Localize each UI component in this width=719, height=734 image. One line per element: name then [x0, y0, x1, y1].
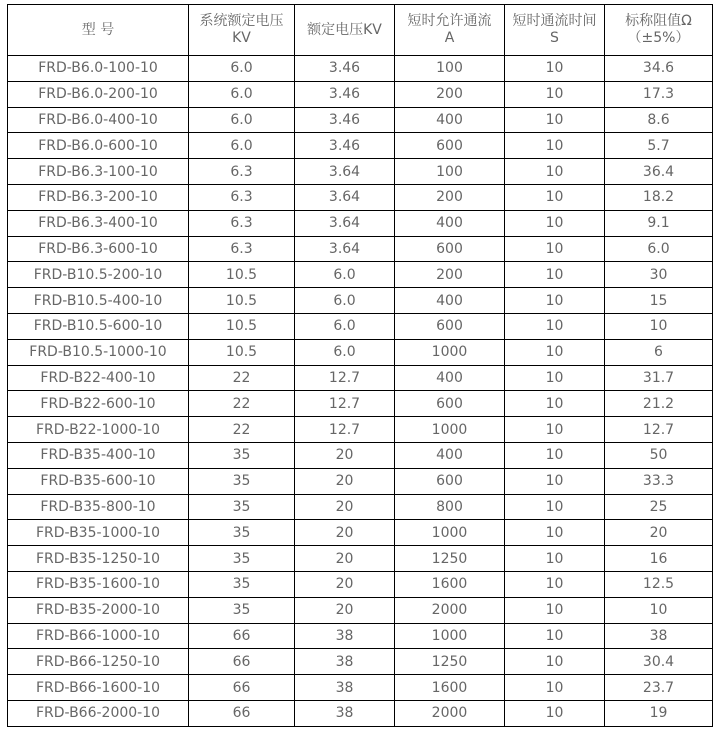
cell-resistance: 38 — [605, 623, 713, 649]
header-nominal-resistance — [605, 5, 713, 56]
cell-resistance: 17.3 — [605, 81, 713, 107]
cell-current: 400 — [395, 107, 505, 133]
cell-duration: 10 — [505, 184, 605, 210]
cell-model: FRD-B6.0-400-10 — [8, 107, 189, 133]
cell-system-voltage: 6.3 — [189, 236, 295, 262]
cell-model: FRD-B66-1250-10 — [8, 649, 189, 675]
cell-current: 1000 — [395, 623, 505, 649]
cell-current: 600 — [395, 133, 505, 159]
cell-resistance: 34.6 — [605, 56, 713, 82]
cell-duration: 10 — [505, 623, 605, 649]
cell-current: 100 — [395, 56, 505, 82]
cell-resistance: 30 — [605, 262, 713, 288]
cell-current: 1000 — [395, 339, 505, 365]
table-row — [8, 81, 713, 107]
cell-system-voltage: 10.5 — [189, 288, 295, 314]
cell-current: 1600 — [395, 675, 505, 701]
cell-current: 400 — [395, 288, 505, 314]
header-model-label: 型 号 — [81, 21, 115, 38]
table-row — [8, 700, 713, 726]
header-row — [8, 5, 713, 56]
table-row — [8, 365, 713, 391]
cell-model: FRD-B10.5-200-10 — [8, 262, 189, 288]
cell-model: FRD-B6.0-100-10 — [8, 56, 189, 82]
cell-rated-voltage: 3.46 — [295, 81, 395, 107]
cell-system-voltage: 6.0 — [189, 56, 295, 82]
cell-system-voltage: 35 — [189, 442, 295, 468]
header-short-time-current-label: 短时允许通流 — [407, 13, 492, 29]
cell-model: FRD-B35-2000-10 — [8, 597, 189, 623]
cell-current: 600 — [395, 236, 505, 262]
table-row — [8, 262, 713, 288]
cell-model: FRD-B6.0-200-10 — [8, 81, 189, 107]
cell-resistance: 6.0 — [605, 236, 713, 262]
cell-model: FRD-B6.3-600-10 — [8, 236, 189, 262]
cell-resistance: 5.7 — [605, 133, 713, 159]
cell-rated-voltage: 3.64 — [295, 159, 395, 185]
cell-system-voltage: 66 — [189, 649, 295, 675]
table-row — [8, 546, 713, 572]
cell-current: 100 — [395, 159, 505, 185]
table-row — [8, 391, 713, 417]
cell-model: FRD-B22-600-10 — [8, 391, 189, 417]
cell-rated-voltage: 6.0 — [295, 262, 395, 288]
cell-system-voltage: 35 — [189, 597, 295, 623]
cell-resistance: 8.6 — [605, 107, 713, 133]
cell-resistance: 6 — [605, 339, 713, 365]
table-row — [8, 494, 713, 520]
cell-model: FRD-B66-2000-10 — [8, 700, 189, 726]
cell-rated-voltage: 3.46 — [295, 133, 395, 159]
table-row — [8, 159, 713, 185]
cell-resistance: 21.2 — [605, 391, 713, 417]
cell-rated-voltage: 38 — [295, 623, 395, 649]
cell-model: FRD-B35-800-10 — [8, 494, 189, 520]
cell-system-voltage: 10.5 — [189, 339, 295, 365]
cell-rated-voltage: 3.64 — [295, 210, 395, 236]
cell-current: 800 — [395, 494, 505, 520]
cell-duration: 10 — [505, 700, 605, 726]
cell-model: FRD-B35-1250-10 — [8, 546, 189, 572]
cell-resistance: 9.1 — [605, 210, 713, 236]
cell-rated-voltage: 38 — [295, 675, 395, 701]
cell-duration: 10 — [505, 417, 605, 443]
cell-current: 600 — [395, 391, 505, 417]
cell-resistance: 30.4 — [605, 649, 713, 675]
cell-rated-voltage: 3.46 — [295, 107, 395, 133]
cell-system-voltage: 35 — [189, 494, 295, 520]
cell-duration: 10 — [505, 391, 605, 417]
cell-model: FRD-B6.3-400-10 — [8, 210, 189, 236]
cell-resistance: 36.4 — [605, 159, 713, 185]
cell-system-voltage: 10.5 — [189, 313, 295, 339]
table-row — [8, 417, 713, 443]
cell-current: 1250 — [395, 649, 505, 675]
cell-duration: 10 — [505, 339, 605, 365]
header-model — [8, 5, 189, 56]
table-row — [8, 339, 713, 365]
table-row — [8, 236, 713, 262]
header-short-time-current-unit: A — [444, 30, 455, 46]
table-row — [8, 210, 713, 236]
cell-current: 200 — [395, 184, 505, 210]
table-row — [8, 288, 713, 314]
cell-resistance: 15 — [605, 288, 713, 314]
table-row — [8, 442, 713, 468]
cell-duration: 10 — [505, 288, 605, 314]
cell-rated-voltage: 3.64 — [295, 184, 395, 210]
cell-duration: 10 — [505, 520, 605, 546]
cell-resistance: 25 — [605, 494, 713, 520]
cell-current: 1600 — [395, 571, 505, 597]
cell-rated-voltage: 3.64 — [295, 236, 395, 262]
cell-resistance: 33.3 — [605, 468, 713, 494]
cell-rated-voltage: 6.0 — [295, 313, 395, 339]
cell-duration: 10 — [505, 649, 605, 675]
cell-model: FRD-B10.5-400-10 — [8, 288, 189, 314]
cell-model: FRD-B35-600-10 — [8, 468, 189, 494]
cell-duration: 10 — [505, 56, 605, 82]
cell-system-voltage: 6.0 — [189, 81, 295, 107]
header-short-time-duration — [505, 5, 605, 56]
cell-system-voltage: 6.3 — [189, 159, 295, 185]
cell-rated-voltage: 20 — [295, 520, 395, 546]
table-row — [8, 675, 713, 701]
cell-system-voltage: 22 — [189, 391, 295, 417]
cell-duration: 10 — [505, 210, 605, 236]
table-row — [8, 313, 713, 339]
cell-system-voltage: 66 — [189, 675, 295, 701]
table-row — [8, 571, 713, 597]
table-row — [8, 133, 713, 159]
cell-duration: 10 — [505, 494, 605, 520]
table-row — [8, 468, 713, 494]
cell-duration: 10 — [505, 468, 605, 494]
cell-system-voltage: 35 — [189, 520, 295, 546]
cell-rated-voltage: 12.7 — [295, 417, 395, 443]
cell-resistance: 50 — [605, 442, 713, 468]
cell-model: FRD-B35-400-10 — [8, 442, 189, 468]
header-system-voltage-unit: KV — [232, 30, 251, 46]
cell-model: FRD-B22-1000-10 — [8, 417, 189, 443]
cell-model: FRD-B10.5-600-10 — [8, 313, 189, 339]
cell-system-voltage: 22 — [189, 417, 295, 443]
cell-resistance: 18.2 — [605, 184, 713, 210]
cell-rated-voltage: 38 — [295, 649, 395, 675]
table-row — [8, 520, 713, 546]
cell-current: 1250 — [395, 546, 505, 572]
cell-resistance: 12.5 — [605, 571, 713, 597]
cell-rated-voltage: 20 — [295, 597, 395, 623]
cell-duration: 10 — [505, 365, 605, 391]
resistor-spec-table — [7, 4, 713, 727]
cell-resistance: 23.7 — [605, 675, 713, 701]
cell-rated-voltage: 20 — [295, 494, 395, 520]
header-nominal-resistance-label: 标称阻值Ω — [625, 13, 692, 29]
cell-current: 2000 — [395, 700, 505, 726]
header-short-time-duration-unit: S — [550, 30, 559, 46]
cell-system-voltage: 66 — [189, 700, 295, 726]
table-row — [8, 184, 713, 210]
cell-resistance: 12.7 — [605, 417, 713, 443]
cell-system-voltage: 10.5 — [189, 262, 295, 288]
cell-duration: 10 — [505, 81, 605, 107]
cell-current: 600 — [395, 313, 505, 339]
table-row — [8, 56, 713, 82]
cell-current: 1000 — [395, 417, 505, 443]
cell-rated-voltage: 20 — [295, 468, 395, 494]
cell-rated-voltage: 12.7 — [295, 365, 395, 391]
cell-duration: 10 — [505, 313, 605, 339]
cell-resistance: 10 — [605, 313, 713, 339]
cell-duration: 10 — [505, 597, 605, 623]
cell-rated-voltage: 3.46 — [295, 56, 395, 82]
cell-duration: 10 — [505, 675, 605, 701]
cell-model: FRD-B6.3-100-10 — [8, 159, 189, 185]
cell-duration: 10 — [505, 107, 605, 133]
cell-system-voltage: 6.0 — [189, 107, 295, 133]
cell-current: 2000 — [395, 597, 505, 623]
table-row — [8, 649, 713, 675]
header-short-time-duration-label: 短时通流时间 — [512, 13, 597, 29]
cell-resistance: 16 — [605, 546, 713, 572]
cell-model: FRD-B66-1000-10 — [8, 623, 189, 649]
header-system-voltage-label: 系统额定电压 — [199, 13, 284, 29]
cell-model: FRD-B6.3-200-10 — [8, 184, 189, 210]
cell-resistance: 20 — [605, 520, 713, 546]
header-system-voltage — [189, 5, 295, 56]
table-row — [8, 623, 713, 649]
cell-current: 200 — [395, 81, 505, 107]
cell-system-voltage: 35 — [189, 571, 295, 597]
cell-rated-voltage: 12.7 — [295, 391, 395, 417]
cell-rated-voltage: 6.0 — [295, 339, 395, 365]
cell-model: FRD-B10.5-1000-10 — [8, 339, 189, 365]
header-short-time-current — [395, 5, 505, 56]
cell-model: FRD-B35-1600-10 — [8, 571, 189, 597]
cell-model: FRD-B22-400-10 — [8, 365, 189, 391]
table-body — [8, 56, 713, 727]
cell-system-voltage: 6.0 — [189, 133, 295, 159]
cell-duration: 10 — [505, 571, 605, 597]
cell-current: 600 — [395, 468, 505, 494]
cell-rated-voltage: 20 — [295, 571, 395, 597]
cell-system-voltage: 35 — [189, 468, 295, 494]
table-row — [8, 107, 713, 133]
cell-resistance: 10 — [605, 597, 713, 623]
cell-rated-voltage: 20 — [295, 442, 395, 468]
cell-current: 200 — [395, 262, 505, 288]
cell-current: 400 — [395, 442, 505, 468]
cell-model: FRD-B6.0-600-10 — [8, 133, 189, 159]
cell-duration: 10 — [505, 442, 605, 468]
cell-resistance: 31.7 — [605, 365, 713, 391]
cell-system-voltage: 6.3 — [189, 210, 295, 236]
cell-current: 400 — [395, 210, 505, 236]
cell-rated-voltage: 38 — [295, 700, 395, 726]
cell-current: 1000 — [395, 520, 505, 546]
cell-model: FRD-B66-1600-10 — [8, 675, 189, 701]
cell-system-voltage: 22 — [189, 365, 295, 391]
cell-duration: 10 — [505, 546, 605, 572]
cell-system-voltage: 66 — [189, 623, 295, 649]
header-nominal-resistance-tolerance: （±5%） — [627, 30, 690, 46]
table-header — [8, 5, 713, 56]
cell-rated-voltage: 6.0 — [295, 288, 395, 314]
cell-duration: 10 — [505, 236, 605, 262]
cell-duration: 10 — [505, 262, 605, 288]
cell-current: 400 — [395, 365, 505, 391]
cell-duration: 10 — [505, 133, 605, 159]
cell-system-voltage: 6.3 — [189, 184, 295, 210]
cell-model: FRD-B35-1000-10 — [8, 520, 189, 546]
header-rated-voltage — [295, 5, 395, 56]
cell-rated-voltage: 20 — [295, 546, 395, 572]
cell-duration: 10 — [505, 159, 605, 185]
table-row — [8, 597, 713, 623]
cell-system-voltage: 35 — [189, 546, 295, 572]
header-rated-voltage-label: 额定电压KV — [307, 21, 382, 38]
cell-resistance: 19 — [605, 700, 713, 726]
